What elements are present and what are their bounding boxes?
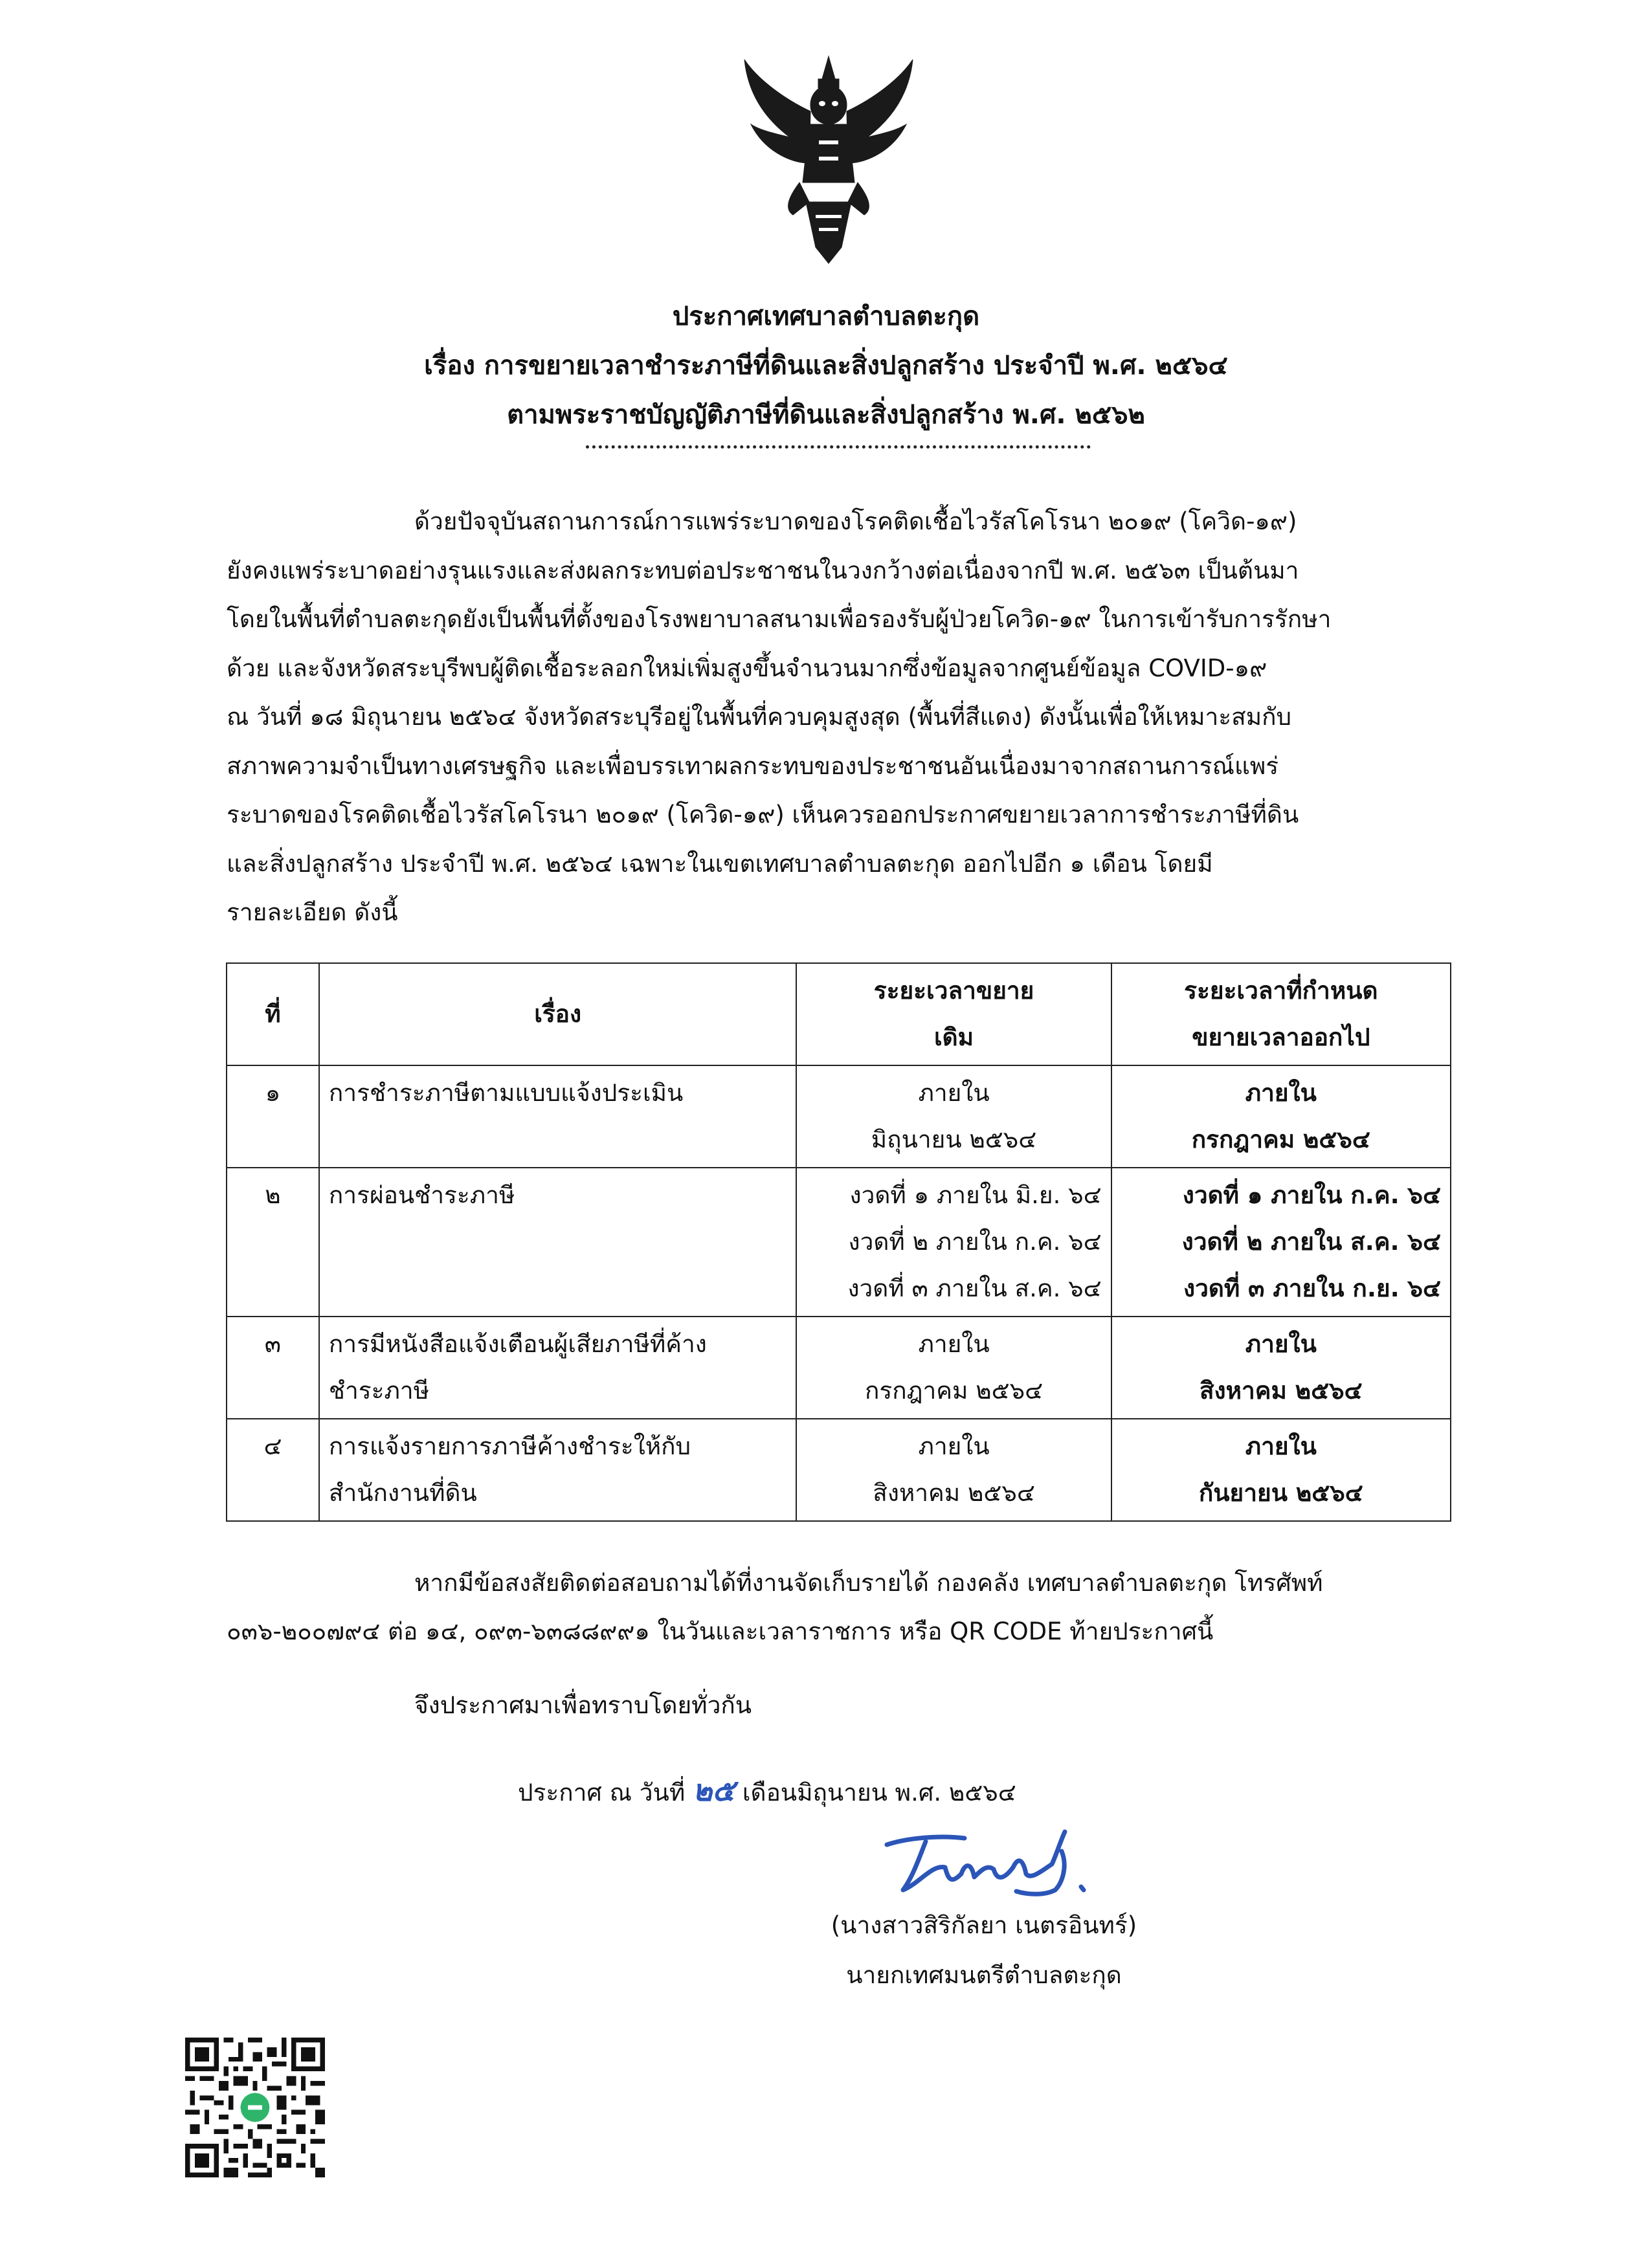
- row-subject-line: การชำระภาษีตามแบบแจ้งประเมิน: [328, 1079, 684, 1107]
- contact-line: ๐๓๖-๒๐๐๗๙๔ ต่อ ๑๔, ๐๙๓-๖๓๘๘๙๙๑ ในวันและเวลาราชการ หรือ QR CODE ท้ายประกาศนี้: [227, 1618, 1214, 1645]
- row-subject-line: การผ่อนชำระภาษี: [328, 1181, 515, 1209]
- body-paragraph: [227, 497, 1450, 937]
- row-extended-line: งวดที่ ๑ ภายใน ก.ค. ๖๔: [1182, 1181, 1441, 1209]
- row-number: ๓: [227, 1317, 319, 1419]
- row-original-line: มิถุนายน ๒๕๖๔: [871, 1126, 1037, 1153]
- row-original-line: ภายใน: [918, 1079, 990, 1107]
- contact-line: หากมีข้อสงสัยติดต่อสอบถามได้ที่งานจัดเก็บรายได้ กองคลัง เทศบาลตำบลตะกุด โทรศัพท์: [414, 1569, 1323, 1597]
- row-original-line: งวดที่ ๑ ภายใน มิ.ย. ๖๔: [849, 1181, 1102, 1209]
- announcement-law-reference: ตามพระราชบัญญัติภาษีที่ดินและสิ่งปลูกสร้าง พ.ศ. ๒๕๖๒: [507, 400, 1145, 430]
- row-original-line: สิงหาคม ๒๕๖๔: [873, 1479, 1035, 1507]
- row-subject-line: ชำระภาษี: [328, 1377, 430, 1405]
- header-original-period: [796, 963, 1111, 1065]
- row-extended-line: ภายใน: [1245, 1432, 1317, 1460]
- row-original-period: [796, 1168, 1111, 1317]
- body-line: ด้วย และจังหวัดสระบุรีพบผู้ติดเชื้อระลอกใหม่เพิ่มสูงขึ้นจำนวนมากซึ่งข้อมูลจากศูนย์ข้อมูล COVID-๑๙: [227, 654, 1267, 682]
- handwritten-day: ๒๕: [692, 1773, 735, 1808]
- date-prefix: ประกาศ ณ วันที่: [518, 1779, 686, 1807]
- announcement-title: ประกาศเทศบาลตำบลตะกุด: [672, 302, 980, 331]
- signatory-position: นายกเทศมนตรีตำบลตะกุด: [846, 1961, 1122, 1989]
- announcement-date: [518, 1767, 1016, 1814]
- row-subject-line: การแจ้งรายการภาษีค้างชำระให้กับ: [328, 1432, 691, 1460]
- schedule-table: [226, 962, 1451, 1522]
- garuda-emblem-icon: [738, 53, 919, 267]
- body-line: ด้วยปัจจุบันสถานการณ์การแพร่ระบาดของโรคติดเชื้อไวรัสโคโรนา ๒๐๑๙ (โควิด-๑๙): [414, 507, 1297, 535]
- row-subject: [319, 1065, 797, 1168]
- body-line: ระบาดของโรคติดเชื้อไวรัสโคโรนา ๒๐๑๙ (โควิด-๑๙) เห็นควรออกประกาศขยายเวลาการชำระภาษีที่ดิน: [227, 801, 1299, 828]
- row-original-line: กรกฎาคม ๒๕๖๔: [865, 1377, 1044, 1405]
- row-extended-line: งวดที่ ๒ ภายใน ส.ค. ๖๔: [1181, 1228, 1441, 1256]
- body-line: โดยในพื้นที่ตำบลตะกุดยังเป็นพื้นที่ตั้งของโรงพยาบาลสนามเพื่อรองรับผู้ป่วยโควิด-๑๙ ในการเข้ารับการรักษา: [227, 605, 1332, 633]
- row-extended-period: [1111, 1317, 1451, 1419]
- announcement-subject: เรื่อง การขยายเวลาชำระภาษีที่ดินและสิ่งปลูกสร้าง ประจำปี พ.ศ. ๒๕๖๔: [424, 351, 1228, 381]
- row-subject-line: สำนักงานที่ดิน: [328, 1479, 477, 1507]
- header-original-line1: ระยะเวลาขยาย: [873, 977, 1034, 1005]
- dotted-divider: [586, 445, 1091, 449]
- row-extended-period: [1111, 1065, 1451, 1168]
- signature-icon: [867, 1819, 1113, 1909]
- row-extended-line: กรกฎาคม ๒๕๖๔: [1191, 1126, 1370, 1153]
- row-subject: [319, 1419, 797, 1521]
- header-no: ที่: [227, 963, 319, 1065]
- table-row: [227, 1065, 1451, 1168]
- row-extended-line: สิงหาคม ๒๕๖๔: [1199, 1377, 1363, 1405]
- qr-code-icon: [185, 2038, 325, 2177]
- row-subject: [319, 1317, 797, 1419]
- row-number: ๔: [227, 1419, 319, 1521]
- body-line: และสิ่งปลูกสร้าง ประจำปี พ.ศ. ๒๕๖๔ เฉพาะในเขตเทศบาลตำบลตะกุด ออกไปอีก ๑ เดือน โดยมี: [227, 849, 1213, 878]
- table-header-row: [227, 963, 1451, 1065]
- body-line: รายละเอียด ดังนี้: [227, 898, 398, 926]
- signatory-name: (นางสาวสิริกัลยา เนตรอินทร์): [831, 1911, 1137, 1939]
- date-suffix: เดือนมิถุนายน พ.ศ. ๒๕๖๔: [742, 1779, 1016, 1807]
- row-extended-period: [1111, 1168, 1451, 1317]
- header-extended-line1: ระยะเวลาที่กำหนด: [1184, 977, 1378, 1005]
- row-extended-line: ภายใน: [1245, 1330, 1317, 1358]
- header-original-line2: เดิม: [934, 1023, 974, 1051]
- header-extended-period: [1111, 963, 1451, 1065]
- row-original-period: [796, 1065, 1111, 1168]
- header-extended-line2: ขยายเวลาออกไป: [1192, 1023, 1370, 1051]
- row-number: ๒: [227, 1168, 319, 1317]
- table-row: [227, 1168, 1451, 1317]
- row-original-line: งวดที่ ๓ ภายใน ส.ค. ๖๔: [847, 1274, 1102, 1302]
- row-extended-line: งวดที่ ๓ ภายใน ก.ย. ๖๔: [1183, 1274, 1441, 1302]
- header-subject: เรื่อง: [319, 963, 797, 1065]
- row-original-line: ภายใน: [918, 1330, 990, 1358]
- row-number: ๑: [227, 1065, 319, 1168]
- row-original-line: ภายใน: [918, 1432, 990, 1460]
- row-original-period: [796, 1317, 1111, 1419]
- contact-paragraph: [227, 1559, 1450, 1656]
- row-subject-line: การมีหนังสือแจ้งเตือนผู้เสียภาษีที่ค้าง: [328, 1330, 707, 1358]
- row-extended-line: ภายใน: [1245, 1079, 1317, 1107]
- row-original-period: [796, 1419, 1111, 1521]
- body-line: ยังคงแพร่ระบาดอย่างรุนแรงและส่งผลกระทบต่อประชาชนในวงกว้างต่อเนื่องจากปี พ.ศ. ๒๕๖๓ เป็นต้นมา: [227, 556, 1299, 584]
- row-extended-period: [1111, 1419, 1451, 1521]
- row-original-line: งวดที่ ๒ ภายใน ก.ค. ๖๔: [848, 1228, 1102, 1256]
- table-row: [227, 1419, 1451, 1521]
- body-line: สภาพความจำเป็นทางเศรษฐกิจ และเพื่อบรรเทาผลกระทบของประชาชนอันเนื่องมาจากสถานการณ์แพร่: [227, 751, 1279, 780]
- row-extended-line: กันยายน ๒๕๖๔: [1198, 1479, 1363, 1507]
- table-row: [227, 1317, 1451, 1419]
- closing-statement: จึงประกาศมาเพื่อทราบโดยทั่วกัน: [414, 1691, 752, 1719]
- row-subject: [319, 1168, 797, 1317]
- body-line: ณ วันที่ ๑๘ มิถุนายน ๒๕๖๔ จังหวัดสระบุรีอยู่ในพื้นที่ควบคุมสูงสุด (พื้นที่สีแดง) ดังนั้นเพื่อให้เหมาะสมกับ: [227, 703, 1292, 731]
